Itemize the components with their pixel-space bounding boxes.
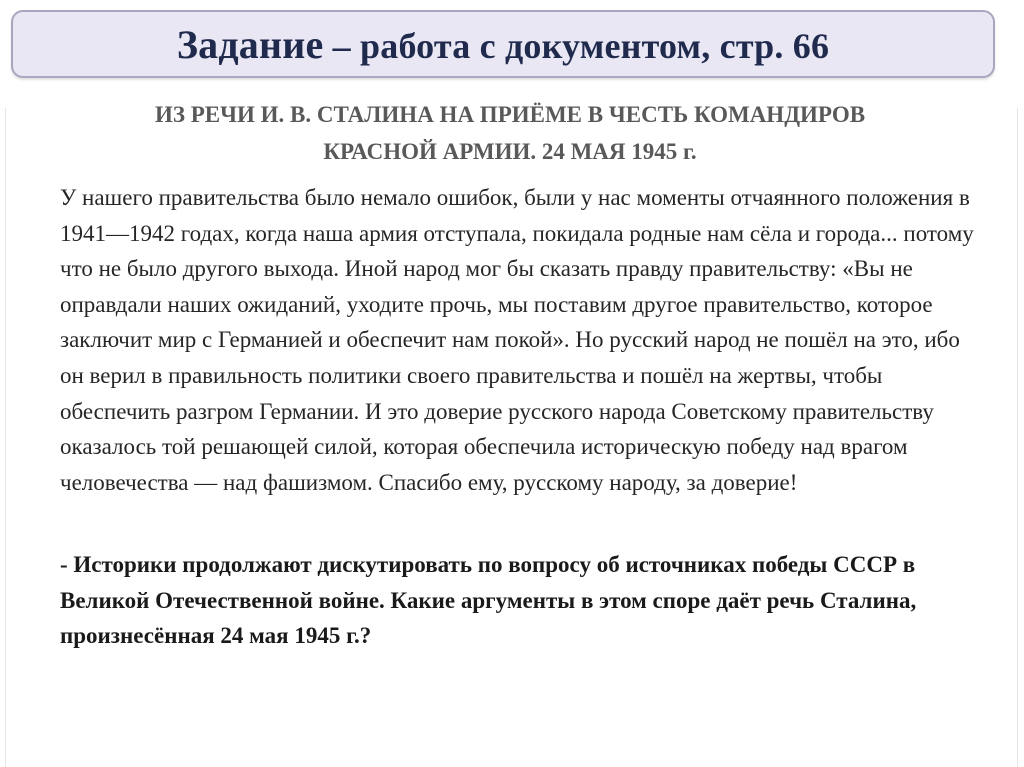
document-body: У нашего правительства было немало ошибок, были у нас моменты отчаянного положения в 1941—1942 годах, когда наша армия отступала, покидала родные нам сёла и города... потому что не было другого выхода. Иной народ мог бы сказать правду правительству: «Вы не оправдали наших ожиданий, уходите прочь, мы поставим другое правительство, которое заключит мир с Германией и обеспечит нам покой». Но русский народ не пошёл на это, ибо он верил в правильность политики своего правительства и пошёл на жертвы, чтобы обеспечить разгром Германии. И это доверие русского народа Советскому правительству оказалось той решающей силой, которая обеспечила историческую победу над врагом человечества — над фашизмом. Спасибо ему, русскому народу, за доверие! bbox=[60, 185, 974, 495]
document-heading bbox=[60, 96, 960, 170]
title-rest: – работа с документом, стр. 66 bbox=[323, 25, 830, 66]
slide-title bbox=[177, 21, 829, 68]
assignment-question: - Историки продолжают дискутировать по вопросу об источниках победы СССР в Великой Отечественной войне. Какие аргументы в этом споре даёт речь Сталина, произнесённая 24 мая 1945 г.? bbox=[60, 552, 917, 649]
right-border-line bbox=[1017, 108, 1018, 767]
title-lead: Задание bbox=[176, 21, 324, 67]
title-banner bbox=[11, 10, 995, 78]
document-heading-line2: КРАСНОЙ АРМИИ. 24 МАЯ 1945 г. bbox=[323, 139, 697, 164]
document-heading-line1: ИЗ РЕЧИ И. В. СТАЛИНА НА ПРИЁМЕ В ЧЕСТЬ КОМАНДИРОВ bbox=[154, 102, 866, 127]
left-border-line bbox=[5, 108, 6, 767]
